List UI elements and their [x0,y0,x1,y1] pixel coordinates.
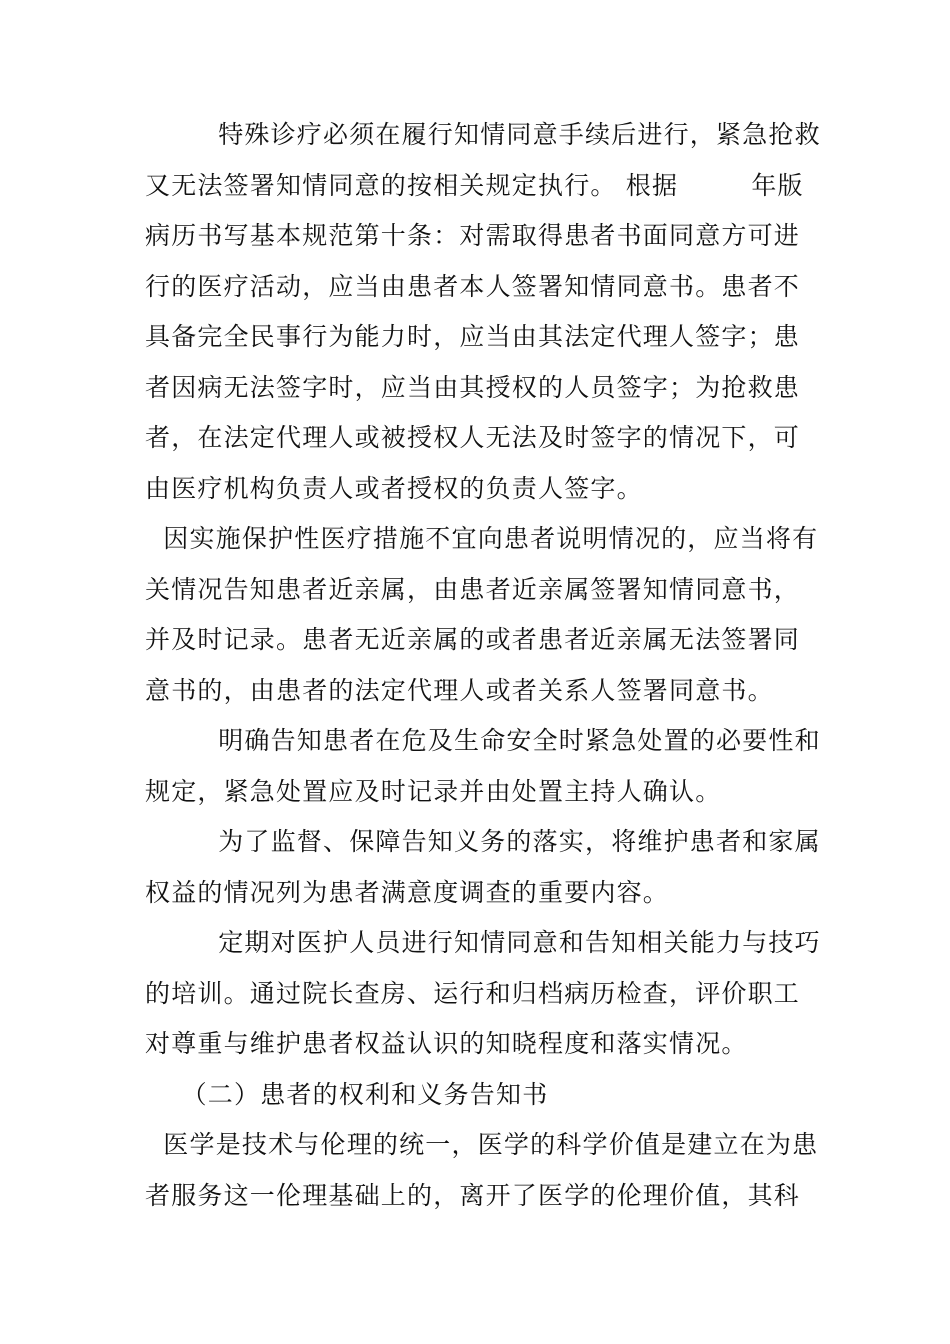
document-body [145,110,825,1221]
paragraph-supervision: 为了监督、保障告知义务的落实，将维护患者和家属权益的情况列为患者满意度调查的重要内容。 [145,827,821,907]
paragraph-medical-ethics: 医学是技术与伦理的统一，医学的科学价值是建立在为患者服务这一伦理基础上的，离开了医学的伦理价值，其科 [145,1130,819,1210]
paragraph-training: 定期对医护人员进行知情同意和告知相关能力与技巧的培训。通过院长查房、运行和归档病历检查，评价职工对尊重与维护患者权益认识的知晓程度和落实情况。 [145,928,821,1058]
section-heading-patient-rights: （二）患者的权利和义务告知书 [145,1079,549,1109]
paragraph-protective-measures: 因实施保护性医疗措施不宜向患者说明情况的，应当将有关情况告知患者近亲属，由患者近亲属签署知情同意书，并及时记录。患者无近亲属的或者患者近亲属无法签署同意书的，由患者的法定代理人或者关系人签署同意书。 [145,524,819,705]
paragraph-emergency-disposal: 明确告知患者在危及生命安全时紧急处置的必要性和规定，紧急处置应及时记录并由处置主持人确认。 [145,726,821,806]
paragraph-special-treatment-consent: 特殊诊疗必须在履行知情同意手续后进行，紧急抢救又无法签署知情同意的按相关规定执行。 根据 年版病历书写基本规范第十条：对需取得患者书面同意方可进行的医疗活动，应当由患者本人签署知情同意书。患者不具备完全民事行为能力时，应当由其法定代理人签字；患者因病无法签字时，应当由其授权的人员签字；为抢救患者，在法定代理人或被授权人无法及时签字的情况下，可由医疗机构负责人或者授权的负责人签字。 [145,120,821,503]
